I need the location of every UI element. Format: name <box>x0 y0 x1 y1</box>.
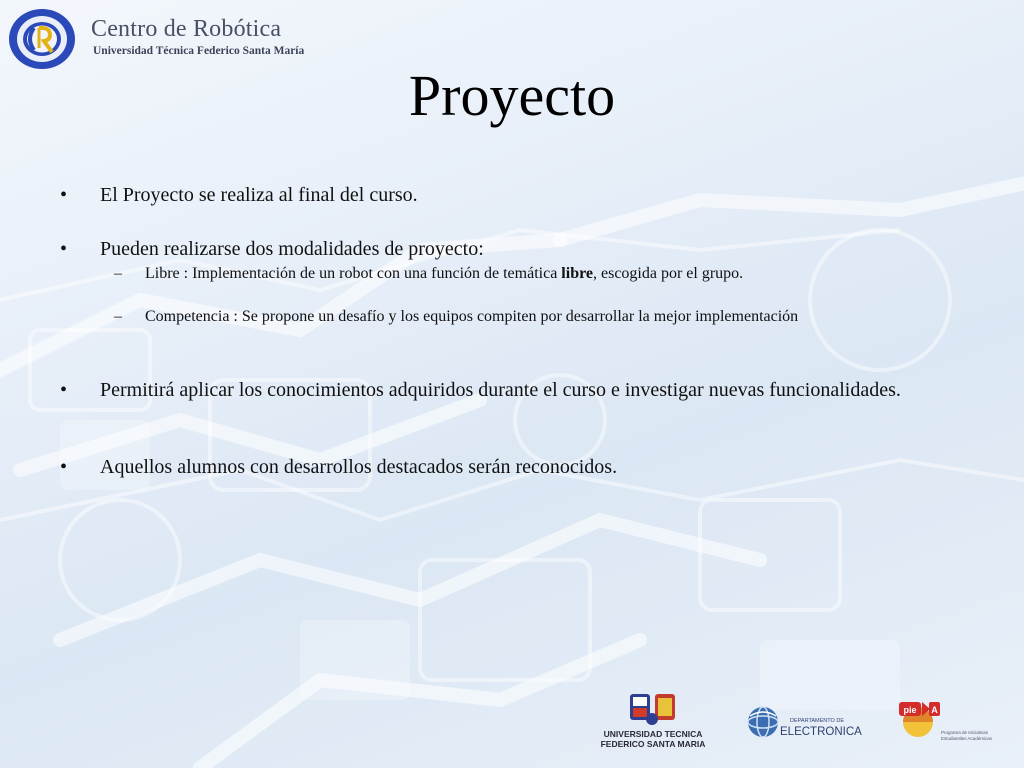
piea-line2: Estudiantiles Académicas <box>941 736 993 741</box>
bullet-dot: • <box>60 238 68 260</box>
bullet-text: Permitirá aplicar los conocimientos adquiridos durante el curso e investigar nuevas funcionalidades. <box>100 379 901 401</box>
bullet-dot: • <box>60 379 68 401</box>
bullet-text: Pueden realizarse dos modalidades de proyecto: <box>100 238 484 260</box>
sub-bullet-bold: libre <box>561 265 593 282</box>
bullet-text: Aquellos alumnos con desarrollos destacados serán reconocidos. <box>100 456 618 478</box>
slide-title: Proyecto <box>408 63 616 128</box>
piea-line1: Programa de Iniciativas <box>941 730 989 735</box>
bullet-dot: • <box>60 184 68 206</box>
sub-bullet-dash: – <box>114 265 122 282</box>
usm-name-line1: UNIVERSIDAD TECNICA <box>603 729 703 739</box>
brand-title: Centro de Robótica <box>91 16 282 42</box>
electronica-globe-icon <box>748 707 778 737</box>
bullet-dot: • <box>60 456 68 478</box>
sub-bullet-dash: – <box>114 308 122 325</box>
sub-bullet-tail: , escogida por el grupo. <box>593 265 744 282</box>
electronica-line2: ELECTRONICA <box>780 726 862 738</box>
brand-subtitle: Universidad Técnica Federico Santa María <box>93 45 305 57</box>
piea-logo-icon <box>899 702 940 737</box>
usm-shield-icon <box>630 694 675 725</box>
usm-name-line2: FEDERICO SANTA MARIA <box>600 739 706 749</box>
piea-mark: pie <box>903 705 917 715</box>
electronica-line1: DEPARTAMENTO DE <box>790 718 844 724</box>
sub-bullet-lead: Libre : Implementación de un robot con una función de temática <box>145 265 562 282</box>
piea-mark-a: A <box>931 705 938 715</box>
bullet-text: El Proyecto se realiza al final del curso. <box>100 184 418 206</box>
sub-bullet-text: Competencia : Se propone un desafío y los equipos compiten por desarrollar la mejor implementación <box>145 308 799 325</box>
